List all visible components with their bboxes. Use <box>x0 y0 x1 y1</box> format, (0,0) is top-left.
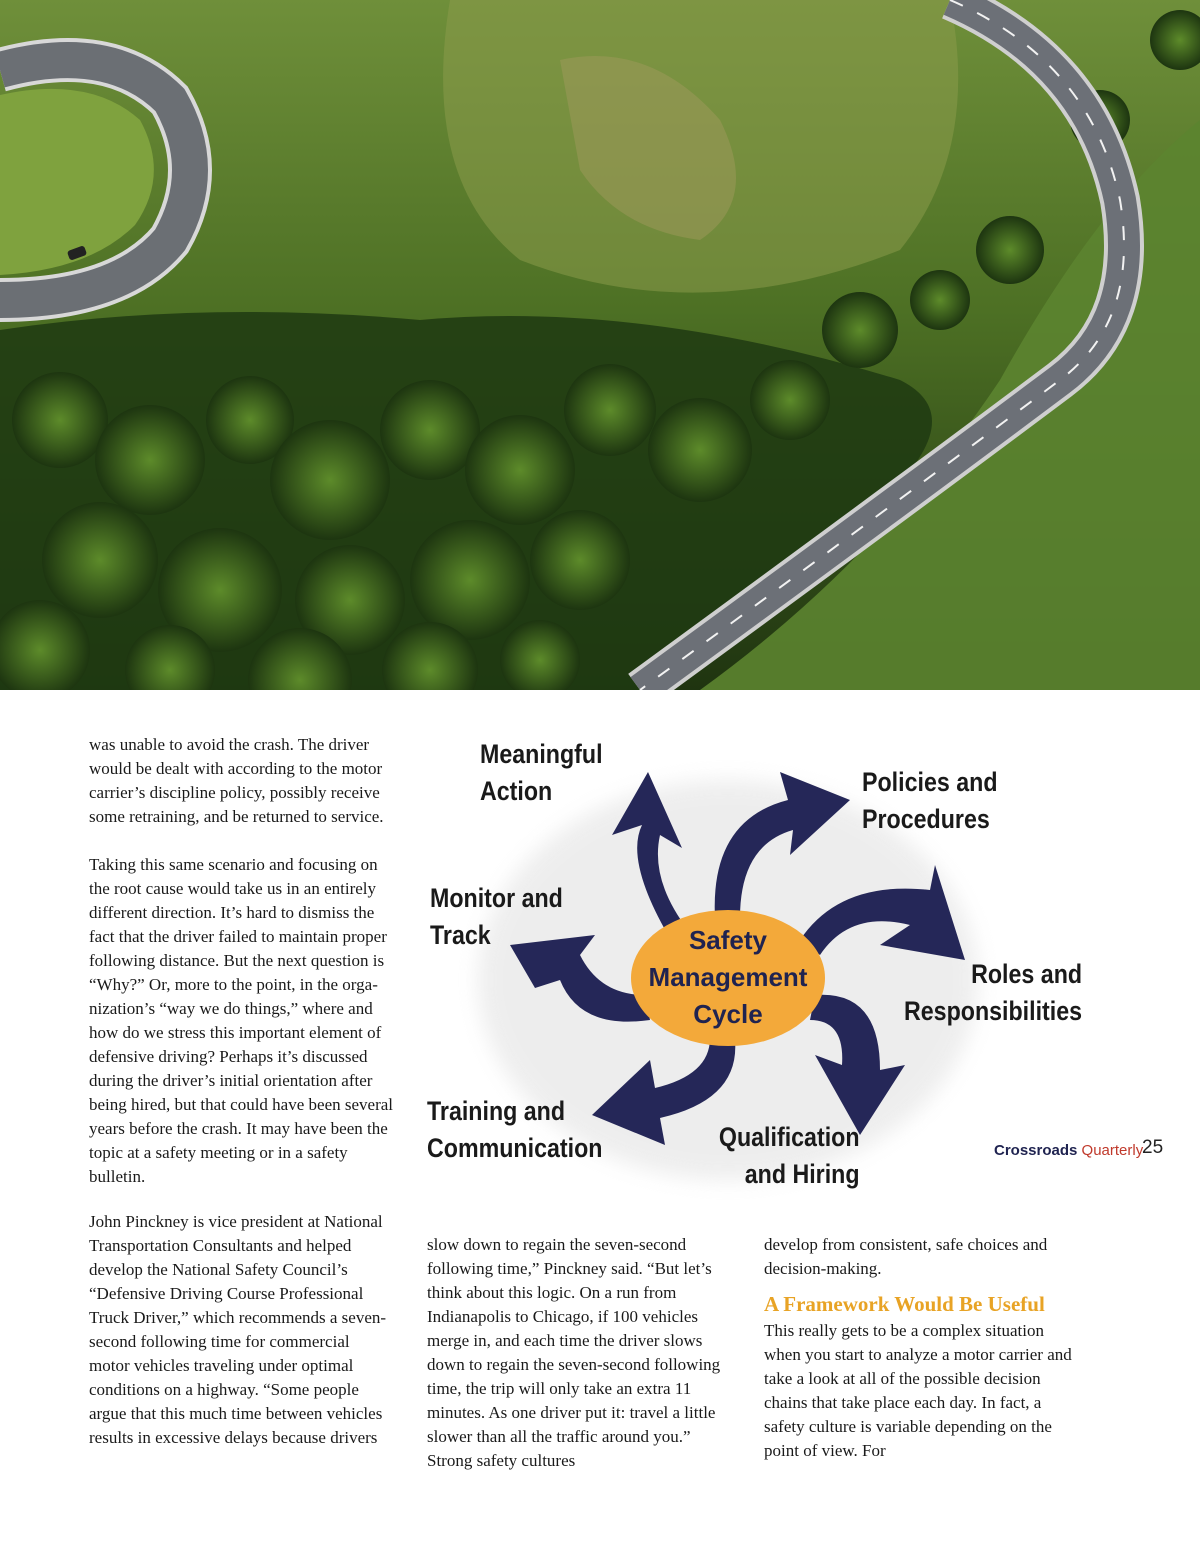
label-line: and Hiring <box>745 1159 860 1189</box>
column-3-text <box>764 1233 1079 1463</box>
magazine-name <box>994 1142 1143 1159</box>
label-line: Meaningful <box>480 739 603 769</box>
center-label <box>646 922 810 1033</box>
paragraph: This really gets to be a complex situation when you start to analyze a motor carrier and take a look at all of the possible decision chains that take place each day. In fact, a safety culture is variable depending on the point of view. For <box>764 1321 1072 1460</box>
column-1-bottom-text <box>89 1210 389 1474</box>
safety-management-cycle-diagram <box>410 730 1110 1200</box>
paragraph: slow down to regain the seven-second following time,” Pinckney said. “But let’s think about this logic. On a run from Indianapolis to Chicago, if 100 vehicles merge in, and each time the driver slows down to regain the seven-second following time, the trip will only take an extra 11 minutes. As one driver put it: travel a little slower than all the traffic around you.” Strong safety cultures <box>427 1235 721 1470</box>
label-line: Action <box>480 776 553 806</box>
magazine-suffix: Quarterly <box>1081 1142 1144 1159</box>
label-line: Track <box>430 920 491 950</box>
center-line: Management <box>648 962 808 992</box>
paragraph: Taking this same scenario and focusing on the root cause would take us in an entirely different direction. It’s hard to dismiss the fact that the driver failed to maintain proper following distance. But the next question is “Why?” Or, more to the point, in the orga-nization’s “way we do things,” where and how do we stress this important element of defensive driving? Perhaps it’s discussed during the driver’s initial orientation after being hired, but that could have been several years before the crash. It may have been the topic at a safety meeting or in a safety bulletin. <box>89 855 393 1186</box>
paragraph: John Pinckney is vice president at National Transportation Consultants and helped develop the National Safety Council’s “Defensive Driving Course Professional Truck Driver,” which recommends a seven-second following time for commercial motor vehicles traveling under optimal conditions on a highway. “Some people argue that this much time between vehicles results in excessive delays because drivers <box>89 1212 387 1447</box>
column-1-top-text <box>89 733 401 1213</box>
magazine-title: Crossroads <box>994 1142 1078 1159</box>
column-2-text <box>427 1233 739 1497</box>
label-line: Procedures <box>862 804 990 834</box>
label-line: Roles and <box>971 959 1082 989</box>
label-training <box>427 1093 602 1167</box>
paragraph: was unable to avoid the crash. The driver would be dealt with according to the motor carrier’s discipline policy, possibly receive some retraining, and be returned to service. <box>89 735 384 826</box>
label-roles <box>904 956 1082 1030</box>
label-monitor <box>430 880 563 954</box>
section-subhead: A Framework Would Be Useful <box>764 1292 1045 1316</box>
label-qualification <box>719 1119 860 1193</box>
label-line: Training and <box>427 1096 566 1126</box>
label-line: Responsibilities <box>903 996 1082 1026</box>
paragraph: develop from consistent, safe choices and decision-making. <box>764 1235 1048 1278</box>
center-line: Cycle <box>693 999 763 1029</box>
aerial-road-photo-icon <box>0 0 1200 690</box>
label-line: Policies and <box>862 767 998 797</box>
center-line: Safety <box>688 925 768 955</box>
label-line: Qualification <box>719 1122 860 1152</box>
label-line: Monitor and <box>430 883 563 913</box>
page-number: 25 <box>1142 1137 1164 1158</box>
label-line: Communication <box>427 1133 603 1163</box>
hero-photo <box>0 0 1200 690</box>
label-meaningful-action <box>480 736 603 810</box>
label-policies <box>862 764 998 838</box>
